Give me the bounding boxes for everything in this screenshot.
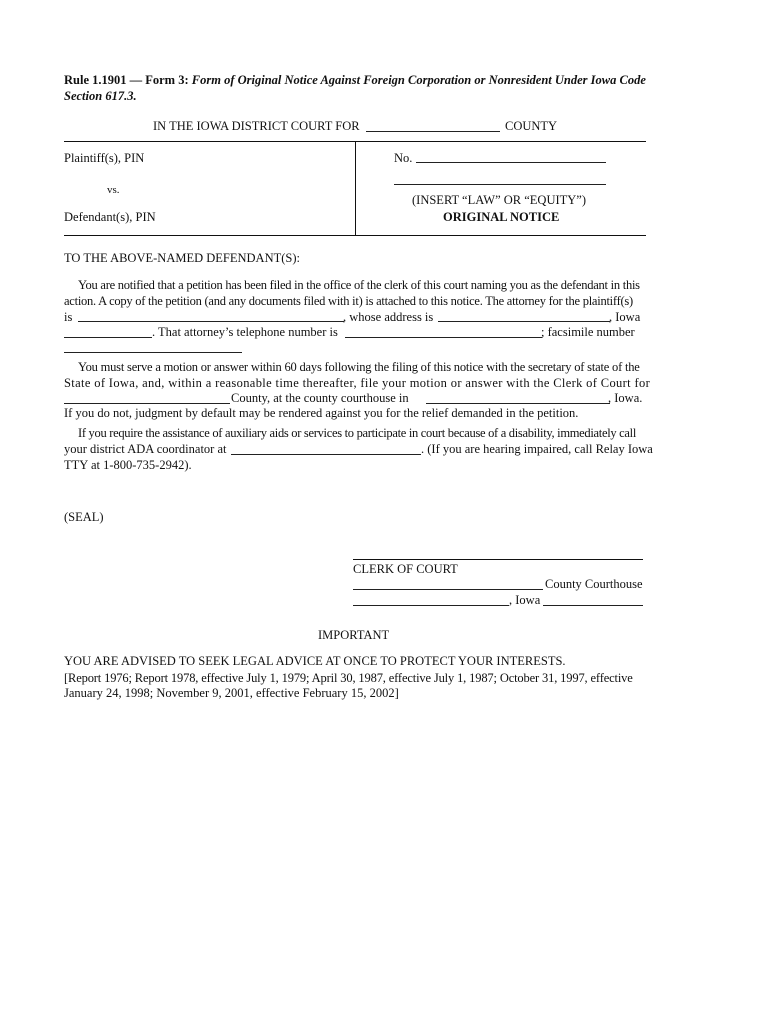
p2-line2: State of Iowa, and, within a reasonable time thereafter, file your motion or answer with the Clerk of Court for [64, 376, 651, 390]
form-title: Form of Original Notice Against Foreign Corporation or Nonresident Under Iowa Code [191, 73, 646, 87]
courthouse-town-blank[interactable] [353, 605, 509, 606]
rule-number: Rule 1.1901 — Form 3: [64, 73, 189, 87]
p3-relay: . (If you are hearing impaired, call Relay Iowa [421, 442, 653, 456]
courthouse-trailing-blank[interactable] [543, 605, 643, 606]
case-number-blank[interactable] [416, 162, 606, 163]
attorney-name-blank[interactable] [78, 321, 344, 322]
county-blank[interactable] [366, 131, 500, 132]
seal-label: (SEAL) [64, 510, 104, 524]
defendant-label: Defendant(s), PIN [64, 210, 156, 224]
clerk-county-blank[interactable] [64, 403, 230, 404]
law-equity-label: (INSERT “LAW” OR “EQUITY”) [412, 193, 587, 207]
addressee: TO THE ABOVE-NAMED DEFENDANT(S): [64, 251, 300, 265]
p2-county: County, at the county courthouse in [231, 391, 409, 405]
p3-tty: TTY at 1-800-735-2942). [64, 458, 192, 472]
case-number-label: No. [394, 151, 413, 165]
attorney-phone-blank[interactable] [345, 337, 542, 338]
plaintiff-label: Plaintiff(s), PIN [64, 151, 145, 165]
important-heading: IMPORTANT [318, 628, 390, 642]
advice-text: YOU ARE ADVISED TO SEEK LEGAL ADVICE AT ONCE TO PROTECT YOUR INTERESTS. [64, 654, 566, 668]
form-heading [64, 72, 664, 88]
form-title-line2: Section 617.3. [64, 89, 137, 103]
clerk-label: CLERK OF COURT [353, 562, 458, 576]
court-prefix: IN THE IOWA DISTRICT COURT FOR [153, 119, 360, 133]
p2-line4: If you do not, judgment by default may be rendered against you for the relief demanded in the petition. [64, 406, 579, 420]
p2-iowa: , Iowa. [608, 391, 643, 405]
p3-line1: If you require the assistance of auxiliary aids or services to participate in court because of a disability, immediately call [78, 426, 637, 440]
courthouse-county-blank[interactable] [353, 589, 543, 590]
notice-title: ORIGINAL NOTICE [443, 210, 560, 224]
p1-fax: ; facsimile number [541, 325, 635, 339]
attorney-zip-blank[interactable] [64, 337, 152, 338]
history-line2: January 24, 1998; November 9, 2001, effective February 15, 2002] [64, 686, 399, 700]
p1-is: is [64, 310, 73, 324]
p1-whose: , whose address is [343, 310, 434, 324]
signature-iowa: , Iowa [509, 593, 541, 607]
history-line1: [Report 1976; Report 1978, effective July 1, 1979; April 30, 1987, effective July 1, 1987; October 31, 1997, effective [64, 671, 633, 685]
courthouse-city-blank[interactable] [426, 403, 610, 404]
court-suffix: COUNTY [505, 119, 558, 133]
clerk-signature-line[interactable] [353, 559, 643, 560]
p2-line1: You must serve a motion or answer within 60 days following the filing of this notice with the secretary of state of the [78, 360, 640, 374]
caption-divider [355, 141, 356, 235]
versus-label: vs. [107, 184, 120, 196]
p3-ada: your district ADA coordinator at [64, 442, 227, 456]
attorney-fax-blank[interactable] [64, 352, 242, 353]
attorney-address-blank[interactable] [438, 321, 610, 322]
caption-bottom-rule [64, 235, 646, 236]
courthouse-label: County Courthouse [545, 577, 643, 591]
p1-line1: You are notified that a petition has been filed in the office of the clerk of this court naming you as the defendant in this [78, 278, 640, 292]
ada-coordinator-blank[interactable] [231, 454, 421, 455]
p1-phone: . That attorney’s telephone number is [152, 325, 338, 339]
law-equity-blank[interactable] [394, 184, 606, 185]
p1-iowa: , Iowa [609, 310, 641, 324]
p1-line2: action. A copy of the petition (and any documents filed with it) is attached to this notice. The attorney for the plaintiff(s) [64, 294, 633, 308]
